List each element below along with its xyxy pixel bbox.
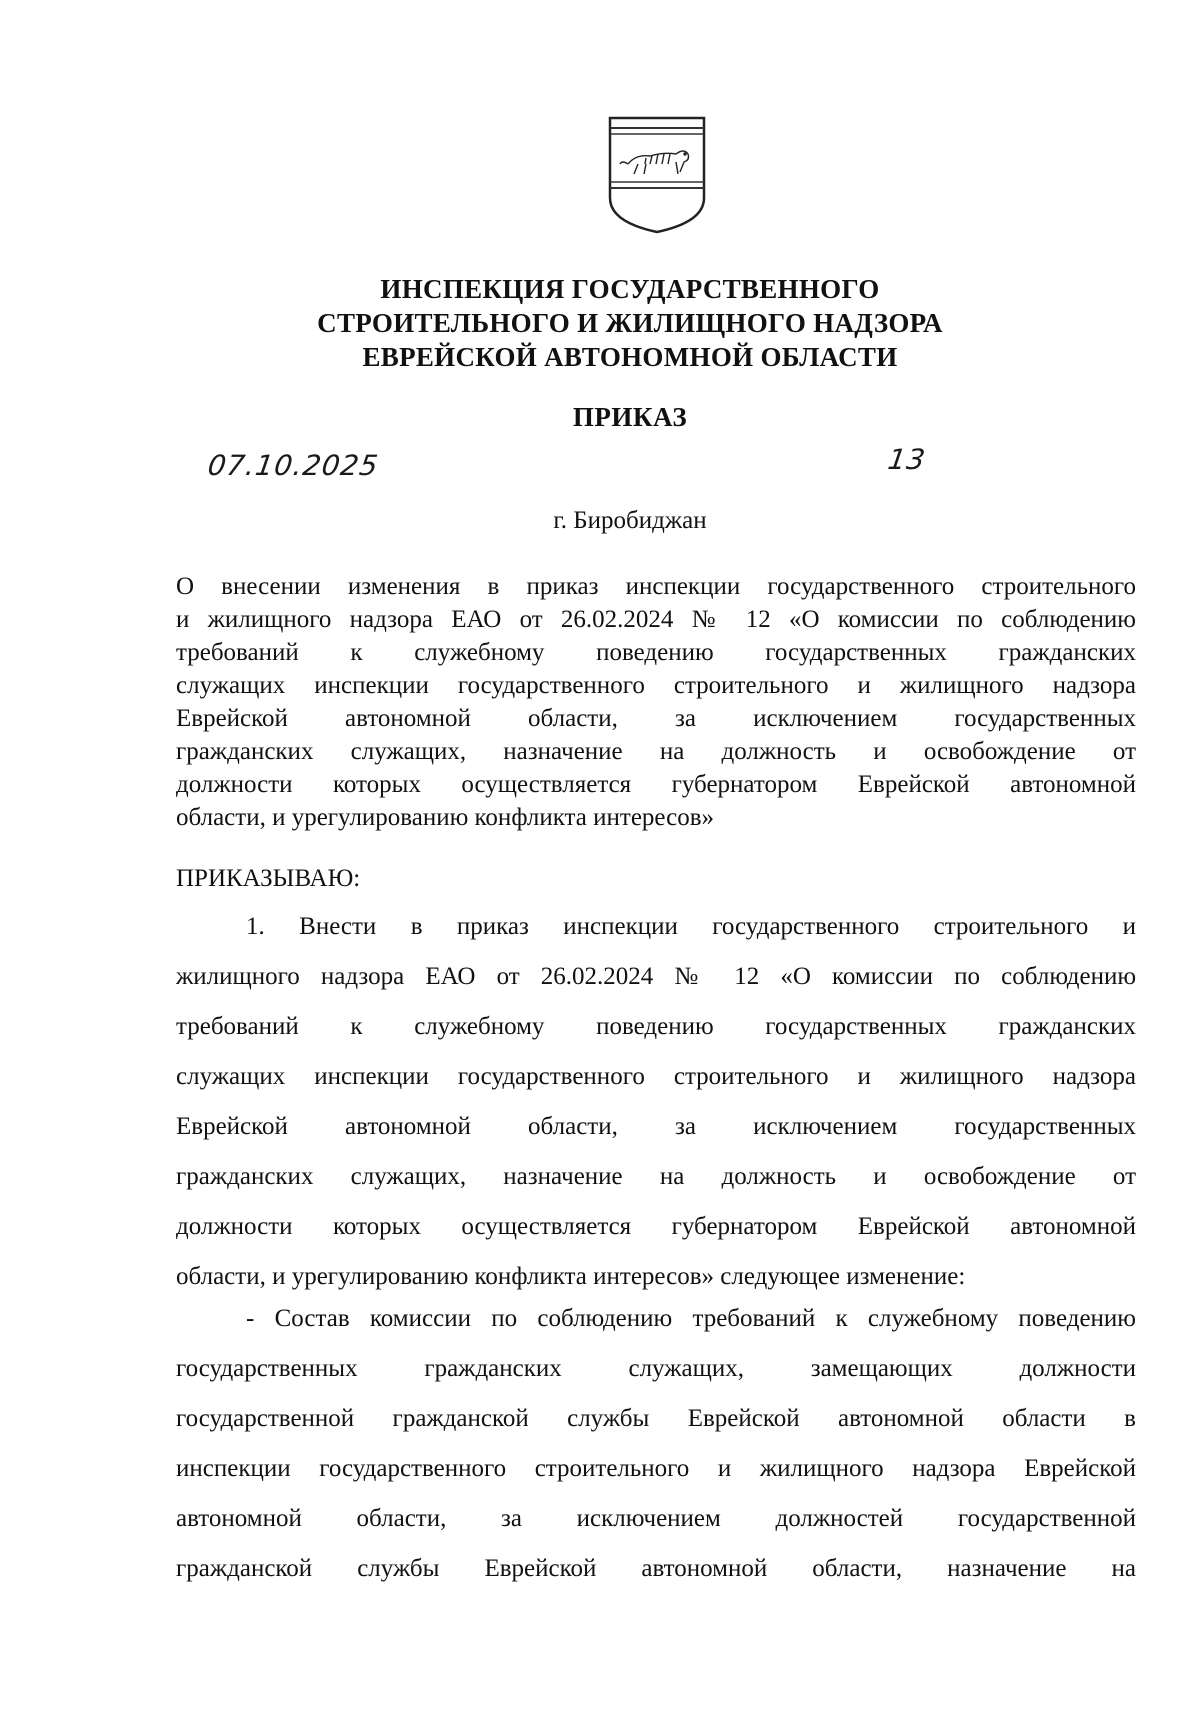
paragraph-line: государственных гражданских служащих, замещающих должности	[176, 1355, 1136, 1382]
paragraph-line: требований к служебному поведению государственных гражданских	[176, 1013, 1136, 1040]
tiger-coat-of-arms-icon	[606, 114, 708, 236]
subject-line: должности которых осуществляется губернатором Еврейской автономной	[176, 771, 1136, 798]
organization-line: СТРОИТЕЛЬНОГО И ЖИЛИЩНОГО НАДЗОРА	[317, 308, 943, 338]
paragraph-1	[176, 902, 1136, 1302]
paragraph-line: гражданской службы Еврейской автономной области, назначение на	[176, 1555, 1136, 1582]
order-title: ПРИКАЗ	[572, 402, 688, 432]
paragraph-line: области, и урегулированию конфликта интересов» следующее изменение:	[176, 1263, 966, 1290]
paragraph-line: Еврейской автономной области, за исключением государственных	[176, 1113, 1136, 1140]
handwritten-date: 07.10.2025	[205, 449, 381, 482]
paragraph-line: государственной гражданской службы Еврейской автономной области в	[176, 1405, 1136, 1432]
paragraph-line: служащих инспекции государственного строительного и жилищного надзора	[176, 1063, 1136, 1090]
directive-word: ПРИКАЗЫВАЮ:	[176, 865, 361, 892]
paragraph-line: жилищного надзора ЕАО от 26.02.2024 № 12 «О комиссии по соблюдению	[176, 963, 1136, 990]
city-line: г. Биробиджан	[553, 507, 707, 534]
order-subject	[176, 570, 1136, 834]
organization-heading	[200, 272, 1060, 374]
subject-line: служащих инспекции государственного строительного и жилищного надзора	[176, 672, 1136, 699]
subject-line: и жилищного надзора ЕАО от 26.02.2024 № 12 «О комиссии по соблюдению	[176, 606, 1136, 633]
paragraph-line: должности которых осуществляется губернатором Еврейской автономной	[176, 1213, 1136, 1240]
subject-line: гражданских служащих, назначение на должность и освобождение от	[176, 738, 1136, 765]
paragraph-2	[176, 1294, 1136, 1594]
organization-line: ИНСПЕКЦИЯ ГОСУДАРСТВЕННОГО	[380, 274, 880, 304]
subject-line: Еврейской автономной области, за исключением государственных	[176, 705, 1136, 732]
paragraph-line: - Состав комиссии по соблюдению требований к служебному поведению	[246, 1305, 1136, 1332]
paragraph-line: 1. Внести в приказ инспекции государственного строительного и	[246, 913, 1136, 940]
handwritten-order-number: 13	[885, 443, 929, 476]
subject-line: О внесении изменения в приказ инспекции государственного строительного	[176, 573, 1136, 600]
subject-line: требований к служебному поведению государственных гражданских	[176, 639, 1136, 666]
paragraph-line: автономной области, за исключением должностей государственной	[176, 1505, 1136, 1532]
paragraph-line: гражданских служащих, назначение на должность и освобождение от	[176, 1163, 1136, 1190]
subject-line: области, и урегулированию конфликта интересов»	[176, 804, 715, 831]
organization-line: ЕВРЕЙСКОЙ АВТОНОМНОЙ ОБЛАСТИ	[362, 342, 898, 372]
paragraph-line: инспекции государственного строительного и жилищного надзора Еврейской	[176, 1455, 1136, 1482]
